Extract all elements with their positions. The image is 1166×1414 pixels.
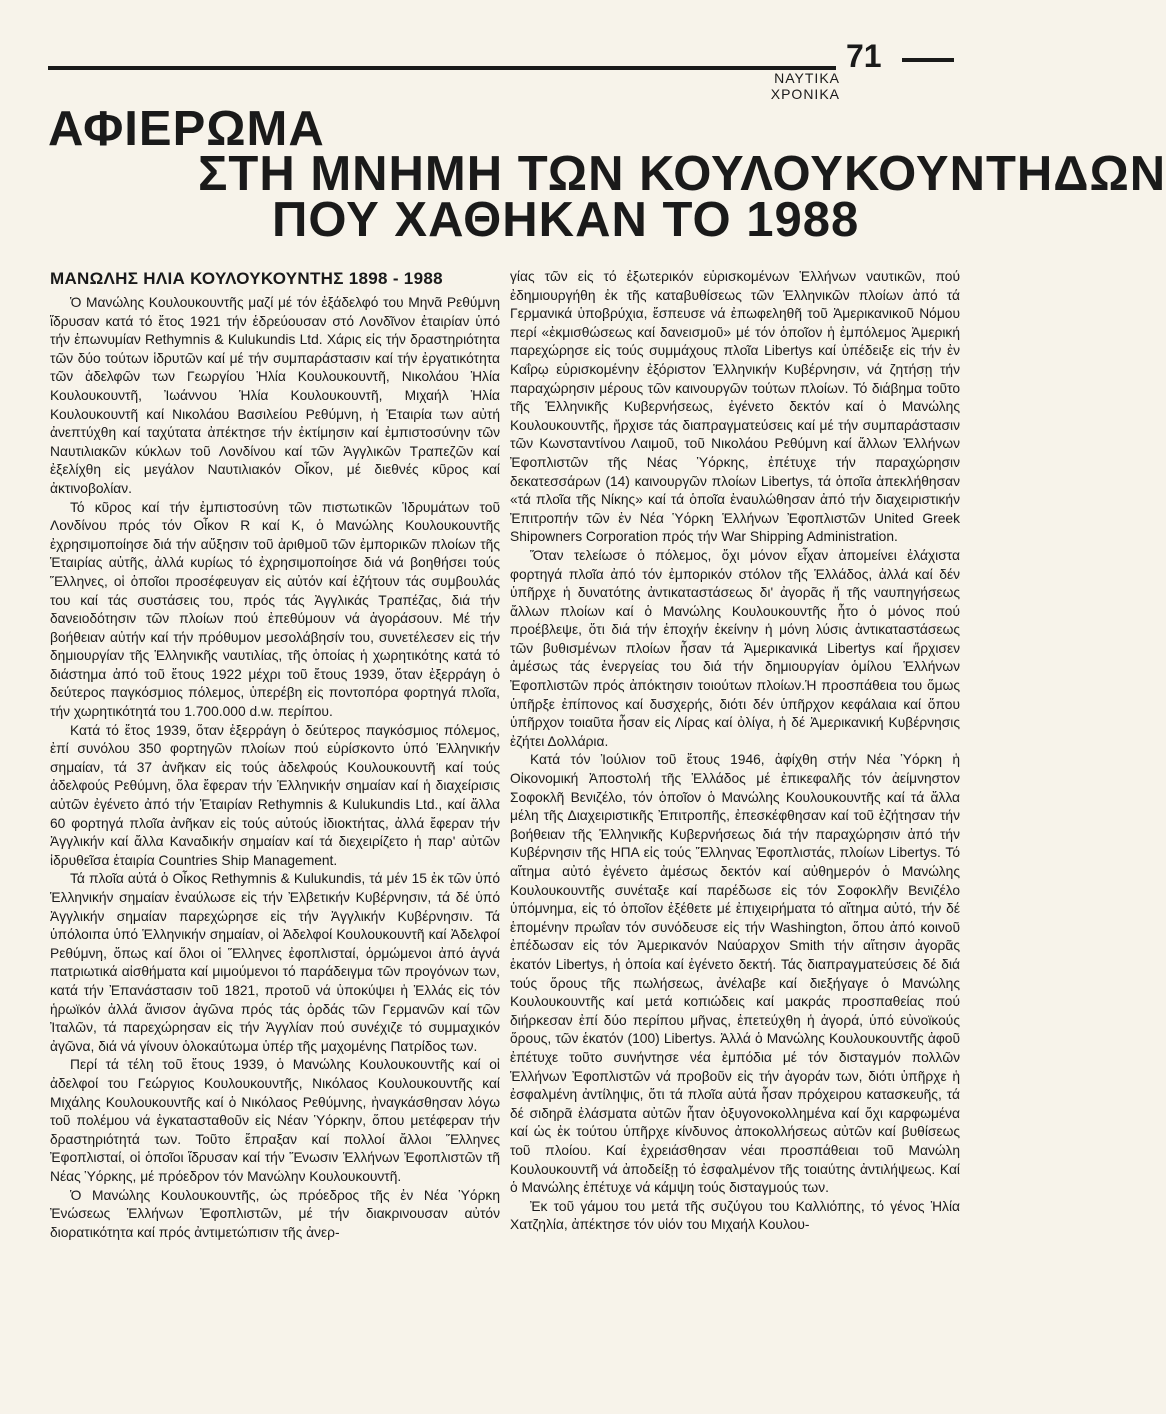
paragraph: Κατά τόν Ἰούλιον τοῦ ἔτους 1946, ἀφίχθη στήν Νέα Ὑόρκη ἡ Οἰκονομική Ἀποστολή τῆς Ἑλλάδος μέ ἐπικεφαλῆς τόν ἀείμνηστον Σοφοκλῆ Βενιζέλο, τόν ὁποῖον ὁ Μανώλης Κουλουκουντῆς καί τά ἄλλα μέλη τῆς Διαχειριστικῆς Ἐπιτροπῆς, ἐπεσκέφθησαν καί τοῦ ἐζήτησαν τήν βοήθειαν τῆς Ἑλληνικῆς Κυβερνήσεως διά τήν παραχώρησιν ἀπό τήν Κυβέρνησιν τῆς ΗΠΑ εἰς τούς Ἕλληνας Ἐφοπλιστάς, πλοίων Libertys. Τό αἴτημα αὐτό ἐγένετο ἀμέσως δεκτόν καί αὐθημερόν ὁ Μανώλης Κουλουκουντῆς συνέταξε καί παρέδωσε εἰς τόν Σοφοκλῆν Βενιζέλο ὑπόμνημα, εἰς τό ὁποῖον ἐξέθετε μέ ἐπιχειρήματα τό αἴτημα αὐτό, τήν δέ ἑπομένην πρωΐαν τόν συνόδευσε εἰς τήν Washington, ὅπου ἀπό κοινοῦ ἐπέδωσαν εἰς τόν Ἀμερικανόν Ναύαρχον Smith τήν αἴτησιν ἀγορᾶς ἑκατόν Libertys, ἡ ὁποία καί ἐγένετο δεκτή. Τάς διαπραγματεύσεις δέ διά τούς ὅρους τῆς πωλήσεως, ἀνέλαβε καί διεξήγαγε ὁ Μανώλης Κουλουκουντῆς καί μετά κοπιώδεις καί μακράς προσπαθείας πού διήρκεσαν ἐπί δύο περίπου μῆνας, ἐπετεύχθη ἡ ἀγορά, ὑπό εὐνοϊκούς ὅρους, τῶν ἑκατόν (100) Libertys. Ἀλλά ὁ Μανώλης Κουλουκουντῆς ἀφοῦ ἐπέτυχε τοῦτο συνήντησε νέα ἐμπόδια μέ τόν δισταγμόν πολλῶν Ἑλλήνων Ἐφοπλιστῶν νά προβοῦν εἰς τήν ἀγοράν των, διότι ὑπῆρχε ἡ ἐσφαλμένη ἀντίληψις, ὅτι τά πλοῖα αὐτά ἦσαν πρόχειρου κατασκευῆς, τά δέ σιδηρᾶ ἐλάσματα αὐτῶν ἦταν ὀξυγονοκολλημένα καί ὄχι καρφωμένα καί ὡς ἐκ τούτου ὑπῆρχε κίνδυνος ἀποκολλήσεως αὐτῶν καί βυθίσεως τοῦ πλοίου. Καί ἐχρειάσθησαν νέαι προσπάθειαι τοῦ Μανώλη Κουλουκουντῆ νά ἀποδείξῃ τό ἐσφαλμένον τῆς τοιαύτης ἀντιλήψεως. Καί ὁ Μανώλης ἐπέτυχε νά κάμψη τούς δισταγμούς των. (510, 752, 960, 1196)
paragraph: Περί τά τέλη τοῦ ἔτους 1939, ὁ Μανώλης Κουλουκουντῆς καί οἱ ἀδελφοί του Γεώργιος Κουλουκουντῆς, Νικόλαος Κουλουκουντῆς καί Μιχάλης Κουλουκουντῆς καί ὁ Νικόλαος Ρεθύμνης, ἠναγκάσθησαν λόγω τοῦ πολέμου νά ἐγκατασταθοῦν εἰς Νέαν Ὑόρκην, ὅπου μετέφεραν τήν δραστηριότητά των. Τοῦτο ἔπραξαν καί πολλοί ἄλλοι Ἕλληνες Ἐφοπλισταί, οἱ ὁποῖοι ἵδρυσαν καί τήν Ἕνωσιν Ἑλλήνων Ἐφοπλιστῶν τῆ Νέας Ὑόρκης, μέ πρόεδρον τόν Μανώλην Κουλουκουντῆ. (50, 1057, 500, 1184)
title-line-2: ΣΤΗ ΜΝΗΜΗ ΤΩΝ ΚΟΥΛΟΥΚΟΥΝΤΗΔΩΝ (198, 147, 1166, 201)
title-line-3: ΠΟΥ ΧΑΘΗΚΑΝ ΤΟ 1988 (272, 193, 860, 247)
paragraph: Τό κῦρος καί τήν ἐμπιστοσύνη τῶν πιστωτικῶν Ἱδρυμάτων τοῦ Λονδίνου πρός τόν Οἶκον R καί K, ὁ Μανώλης Κουλουκουντῆς ἐχρησιμοποίησε διά τήν αὔξησιν τοῦ ἀριθμοῦ τῶν ἐμπορικῶν πλοίων τῆς Ἑταιρίας αὐτῆς, ἀλλά κυρίως τό ἐχρησιμοποίησε διά νά βοηθήσει τούς Ἕλληνες, οἱ ὁποῖοι προσέφευγαν εἰς αὐτόν καί ἐζήτουν τάς συμβουλάς του καί τάς συστάσεις του, πρός τάς Ἀγγλικάς Τραπέζας, διά τήν δανειοδότησιν τῶν πλοίων πού ἐπεθύμουν νά ἀγοράσουν. Μέ τήν βοήθειαν αὐτήν καί τήν πρόθυμον μεσολάβησίν του, συνετέλεσεν εἰς τήν δημιουργίαν τῆς Ἑλληνικῆς ναυτιλίας, τῆς ὁποίας ἡ χωρητικότης κατά τό διάστημα ἀπό τοῦ ἔτους 1922 μέχρι τοῦ ἔτους 1939, ὅταν ἐξερράγη ὁ δεύτερος παγκόσμιος πόλεμος, ὑπερέβη εἰς ποντοπόρα φορτηγά πλοῖα, τήν χωρητικότητά του 1.700.000 d.w. περίπου. (50, 499, 500, 720)
right-column (510, 268, 960, 1235)
section-heading: ΜΑΝΩΛΗΣ ΗΛΙΑ ΚΟΥΛΟΥΚΟΥΝΤΗΣ 1898 - 1988 (50, 269, 443, 288)
paragraph: Ἐκ τοῦ γάμου του μετά τῆς συζύγου του Καλλιόπης, τό γένος Ἡλία Χατζηλία, ἀπέκτησε τόν υἱόν του Μιχαήλ Κουλου- (510, 1198, 960, 1233)
title-line-1: ΑΦΙΕΡΩΜΑ (48, 102, 325, 156)
paragraph: Ὁ Μανώλης Κουλουκουντῆς μαζί μέ τόν ἐξάδελφό του Μηνᾶ Ρεθύμνη ἵδρυσαν κατά τό ἔτος 1921 τήν ἑδρεύουσαν στό Λονδῖνον ἑταιρίαν ὑπό τήν ἐπωνυμίαν Rethymnis & Kulukundis Ltd. Χάρις εἰς τήν δραστηριότητα τῶν δύο τούτων ἱδρυτῶν καί μέ τήν συμπαράστασιν καί τήν ἐργατικότητα τῶν ἀδελφῶν των Γεωργίου Ἡλία Κουλουκουντῆ, Νικολάου Ἡλία Κουλουκουντῆ, Ἰωάννου Ἡλία Κουλουκουντῆ, Μιχαήλ Ἡλία Κουλουκουντῆ καί Νικολάου Βασιλείου Ρεθύμνη, ἡ Ἑταιρία των αὐτή ἀνεπτύχθη καί ταχύτατα ἀπέκτησε τήν ἐκτίμησιν καί ἐμπιστοσύνην τῶν Ναυτιλιακῶν κύκλων τοῦ Λονδίνου καί τῶν Ἀγγλικῶν Τραπεζῶν καί ἐξελίχθη εἰς μεγάλον Ναυτιλιακόν Οἶκον, μέ διεθνές κῦρος καί ἀκτινοβολίαν. (50, 295, 500, 496)
left-column (50, 268, 500, 1242)
page-number: 71 (846, 38, 882, 74)
paragraph: Ὁ Μανώλης Κουλουκουντῆς, ὡς πρόεδρος τῆς ἐν Νέα Ὑόρκη Ἐνώσεως Ἑλλήνων Ἐφοπλιστῶν, μέ τήν διακρινουσαν αὐτόν διορατικότητα καί πρός ἀντιμετώπισιν τῆς ἀνερ- (50, 1187, 500, 1240)
paragraph: Κατά τό ἔτος 1939, ὅταν ἐξερράγη ὁ δεύτερος παγκόσμιος πόλεμος, ἐπί συνόλου 350 φορτηγῶν πλοίων πού εὑρίσκοντο ὑπό Ἑλληνικήν σημαίαν, τά 37 ἀνῆκαν εἰς τούς ἀδελφούς Κουλουκουντῆ καί τούς ἀδελφούς Ρεθύμνη, ὅλα ἔφεραν τήν Ἑλληνικήν σημαίαν καί ἡ διαχείρισις αὐτῶν ἐγένετο ἀπό τήν Ἑταιρίαν Rethymnis & Kulukundis Ltd., καί ἄλλα 60 φορτηγά πλοῖα ἀνῆκαν εἰς τούς αὐτούς ἰδιοκτήτας, ἀλλά ἔφεραν τήν Ἀγγλικήν καί ἄλλα Καναδικήν σημαίαν καί τά διεχειρίζετο ἡ παρ' αὐτῶν ἱδρυθεῖσα ἑταιρία Countries Ship Management. (50, 722, 500, 868)
paragraph: Ὅταν τελείωσε ὁ πόλεμος, ὄχι μόνον εἶχαν ἀπομείνει ἐλάχιστα φορτηγά πλοῖα ἀπό τόν ἐμπορικόν στόλον τῆς Ἑλλάδος, ἀλλά καί δέν ὑπῆρχε ἡ δυνατότης ἀντικαταστάσεως δι' ἀγορᾶς ἤ τῆς ναυπηγήσεως ἄλλων πλοίων καί ὁ Μανώλης Κουλουκουντῆς ἦτο ὁ μόνος πού προέβλεψε, ὅτι διά τήν ἐποχήν ἐκείνην ἡ μόνη λύσις ἀντικαταστάσεως τῶν βυθισμένων πλοίων ἦσαν τά Ἀμερικανικά Libertys καί ἤρχισεν ἀμέσως τάς ἐνεργείας του διά τήν δημιουργίαν ὁμίλου Ἑλλήνων Ἐφοπλιστῶν πρός ἀπόκτησιν τοιούτων πλοίων.Ἡ προσπάθεια του ὅμως ὑπῆρξε ἐπίπονος καί δυσχερής, διότι δέν ὑπῆρχον κεφάλαια καί ὅπου ὑπῆρχον τοιαῦτα ἦσαν εἰς Λίρας καί ὀλίγα, ἡ δέ Ἀμερικανική Κυβέρνησις ἐζήτει Δολλάρια. (510, 547, 960, 749)
paragraph: Τά πλοῖα αὐτά ὁ Οἶκος Rethymnis & Kulukundis, τά μέν 15 ἐκ τῶν ὑπό Ἑλληνικήν σημαίαν ἐναύλωσε εἰς τήν Ἐλβετικήν Κυβέρνησιν, τά δέ ὑπό Ἀγγλικήν σημαίαν παρεχώρησε εἰς τήν Ἀγγλικήν Κυβέρνησιν. Τά ὑπόλοιπα ὑπό Ἑλληνικήν σημαίαν, οἱ Ἀδελφοί Κουλουκουντῆ καί Ἀδελφοί Ρεθύμνη, ὅπως καί ὅλοι οἱ Ἕλληνες ἐφοπλισταί, ὁρμώμενοι ἀπό ἁγνά πατριωτικά αἰσθήματα καί μιμούμενοι τό παράδειγμα τῶν προγόνων των, κατά τήν Ἐπανάστασιν τοῦ 1821, προτοῦ νά ὑποκύψει ἡ Ἑλλάς εἰς τόν ἡρωϊκόν ἀλλά ἄνισον ἀγῶνα πρός τάς ὀρδάς τῶν Γερμανῶν καί τῶν Ἰταλῶν, τά παρεχώρησαν εἰς τήν Ἀγγλίαν πού συνέχιζε τό συμμαχικόν ἀγῶνα, διά νά γίνουν ὁλοκαύτωμα ὑπέρ τῆς μαχομένης Πατρίδος των. (50, 871, 500, 1054)
header-rule-right (902, 58, 954, 62)
paragraph: γίας τῶν εἰς τό ἐξωτερικόν εὑρισκομένων Ἑλλήνων ναυτικῶν, πού ἐδημιουργήθη ἐκ τῆς καταβυθίσεως τῶν Ἑλληνικῶν πλοίων ἀπό τά Γερμανικά ὑποβρύχια, ἔσπευσε νά ἐπωφεληθῆ τοῦ Ἀμερικανικοῦ Νόμου περί «ἐκμισθώσεως καί δανεισμοῦ» μέ τόν ὁποῖον ἡ ἐμπόλεμος Ἀμερική παρεχώρησε εἰς τούς συμμάχους πλοῖα Libertys καί ὑπέδειξε εἰς τήν ἐν Καΐρῳ εὑρισκομένην ἐξόριστον Ἑλληνικήν Κυβέρνησιν, νά ζητήσῃ τήν παραχώρησιν μέρους τῶν καινουργῶν τούτων πλοίων. Τό διάβημα τοῦτο τῆς Ἑλληνικῆς Κυβερνήσεως, ἐγένετο δεκτόν καί ὁ Μανώλης Κουλουκουντῆς, ἤρχισε τάς διαπραγματεύσεις καί μέ τήν συμπαράστασιν τῶν Κωνσταντίνου Λαιμοῦ, τοῦ Νικολάου Ρεθύμνη καί ἄλλων Ἑλλήνων Ἐφοπλιστῶν τῆς Νέας Ὑόρκης, ἐπέτυχε τήν παραχώρησιν δεκατεσσάρων (14) καινουργῶν πλοίων Libertys, τά ὁποῖα ἀπεκλήθησαν «τά πλοῖα τῆς Νίκης» καί τά ὁποῖα ἐναυλώθησαν ἀπό τήν διαχειριστικήν Ἐπιτροπήν τῶν ἐν Νέα Ὑόρκη Ἑλλήνων Ἐφοπλιστῶν United Greek Shipowners Corporation πρός τήν War Shipping Administration. (510, 269, 960, 545)
journal-name: ΝΑΥΤΙΚΑ ΧΡΟΝΙΚΑ (770, 70, 840, 102)
header-rule-left (48, 66, 836, 70)
